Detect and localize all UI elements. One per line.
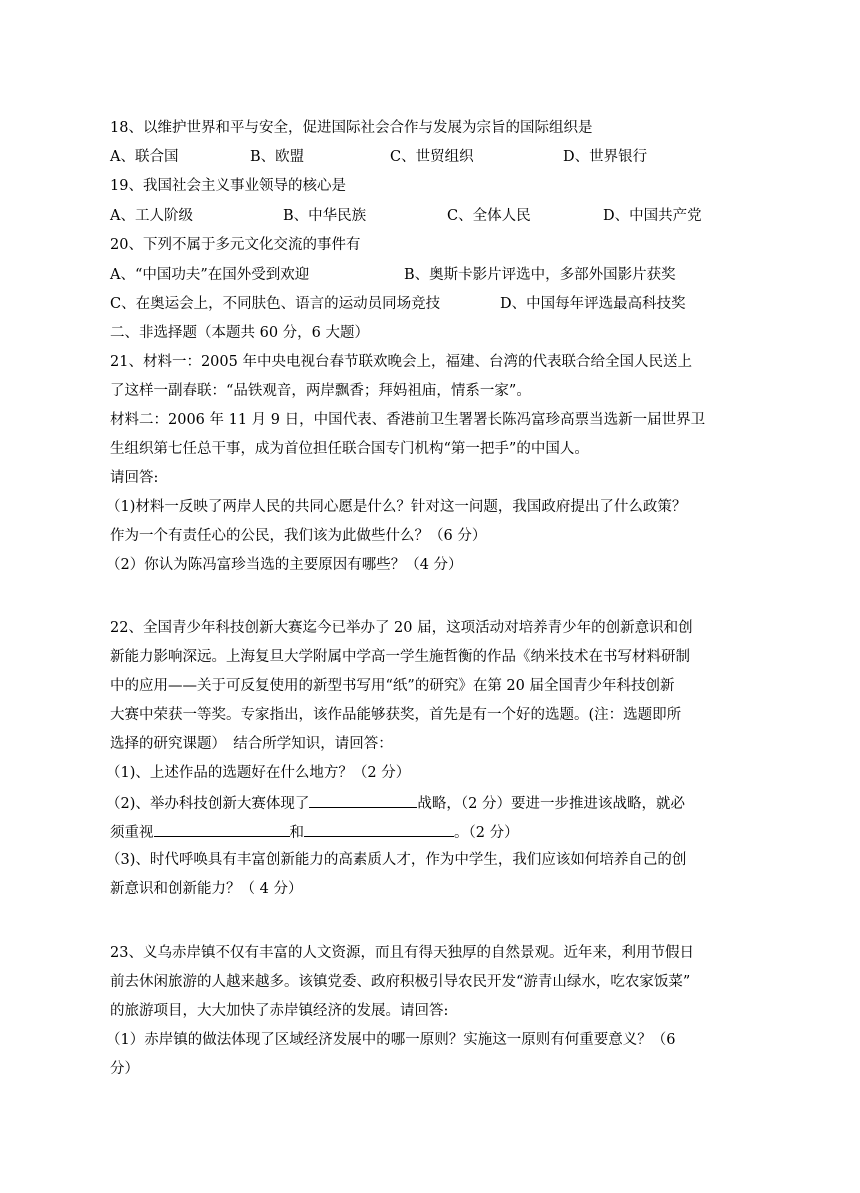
q19-option-a: A、工人阶级 <box>110 208 193 224</box>
q18-stem: 18、以维护世界和平与安全，促进国际社会合作与发展为宗旨的国际组织是 <box>110 120 593 136</box>
q20-stem: 20、下列不属于多元文化交流的事件有 <box>110 237 361 253</box>
q21-line-3: 材料二：2006 年 11 月 9 日，中国代表、香港前卫生署署长陈冯富珍高票当选新一届世界卫 <box>110 412 706 428</box>
q21-line-4: 生组织第七任总干事，成为首位担任联合国专门机构“第一把手”的中国人。 <box>110 441 589 457</box>
q19-stem: 19、我国社会主义事业领导的核心是 <box>110 178 346 194</box>
q22-sub2-prefix: （2)、举办科技创新大赛体现了 <box>106 796 310 812</box>
q22-sub2-end: 。（2 分） <box>454 825 519 841</box>
q21-line-2: 了这样一副春联：“品铁观音，两岸飘香；拜妈祖庙，情系一家”。 <box>110 383 531 399</box>
q22-line-5: 选择的研究课题） 结合所学知识，请回答： <box>110 736 393 752</box>
q20-option-d: D、中国每年评选最高科技奖 <box>500 296 686 312</box>
q22-sub2-mid: 战略，（2 分）要进一步推进该战略，就必 <box>417 796 685 812</box>
q23-line-1: 23、义乌赤岸镇不仅有丰富的人文资源，而且有得天独厚的自然景观。近年来，利用节假日 <box>110 945 694 961</box>
q19-option-c: C、全体人民 <box>447 208 531 224</box>
q21-line-5: 请回答: <box>110 470 159 486</box>
answer-blank-strategy[interactable] <box>309 792 417 808</box>
q20-option-a: A、“中国功夫”在国外受到欢迎 <box>110 267 310 283</box>
q22-sub3-line-1: （3)、时代呼唤具有丰富创新能力的高素质人才，作为中学生，我们应该如何培养自己的创 <box>106 852 687 868</box>
q20-option-b: B、奥斯卡影片评选中，多部外国影片获奖 <box>404 267 676 283</box>
q23-line-2: 前去休闲旅游的人越来越多。该镇党委、政府积极引导农民开发“游青山绿水，吃农家饭菜” <box>110 974 691 990</box>
answer-blank-2[interactable] <box>304 821 454 837</box>
q21-line-1: 21、材料一：2005 年中央电视台春节联欢晚会上，福建、台湾的代表联合给全国人民送上 <box>110 354 692 370</box>
q19-option-d: D、中国共产党 <box>603 208 702 224</box>
q22-sub2-line2-prefix: 须重视 <box>110 825 154 841</box>
section2-heading: 二、非选择题（本题共 60 分，6 大题） <box>110 325 370 341</box>
q22-sub2-line-2 <box>110 821 519 843</box>
q23-sub1-line-2: 分） <box>110 1061 139 1077</box>
q20-option-c: C、在奥运会上，不同肤色、语言的运动员同场竞技 <box>110 296 441 312</box>
q23-line-3: 的旅游项目，大大加快了赤岸镇经济的发展。请回答: <box>110 1003 449 1019</box>
q22-sub2-and: 和 <box>289 825 304 841</box>
q18-option-b: B、欧盟 <box>250 149 305 165</box>
q21-sub2: （2）你认为陈冯富珍当选的主要原因有哪些？（4 分） <box>106 557 463 573</box>
q18-option-c: C、世贸组织 <box>390 149 474 165</box>
q18-option-a: A、联合国 <box>110 149 179 165</box>
q21-sub1-line-1: （1)材料一反映了两岸人民的共同心愿是什么？针对这一问题，我国政府提出了什么政策？ <box>106 499 687 515</box>
q19-option-b: B、中华民族 <box>283 208 367 224</box>
q22-line-4: 大赛中荣获一等奖。专家指出，该作品能够获奖，首先是有一个好的选题。(注：选题即所 <box>110 707 682 723</box>
q22-line-1: 22、全国青少年科技创新大赛迄今已举办了 20 届，这项活动对培养青少年的创新意识和创 <box>110 620 693 636</box>
q21-sub1-line-2: 作为一个有责任心的公民，我们该为此做些什么？（6 分） <box>110 528 487 544</box>
q22-sub3-line-2: 新意识和创新能力？（ 4 分） <box>110 881 303 897</box>
q22-sub1: （1)、上述作品的选题好在什么地方？（2 分） <box>106 765 411 781</box>
q23-sub1-line-1: （1）赤岸镇的做法体现了区域经济发展中的哪一原则？实施这一原则有何重要意义？（6 <box>106 1032 676 1048</box>
q22-line-3: 中的应用——关于可反复使用的新型书写用“纸”的研究》在第 20 届全国青少年科技创新 <box>110 678 675 694</box>
q22-line-2: 新能力影响深远。上海复旦大学附属中学高一学生施哲衡的作品《纳米技术在书写材料研制 <box>110 649 690 665</box>
q22-sub2-line-1 <box>106 792 685 814</box>
answer-blank-1[interactable] <box>154 821 290 837</box>
q18-option-d: D、世界银行 <box>563 149 648 165</box>
